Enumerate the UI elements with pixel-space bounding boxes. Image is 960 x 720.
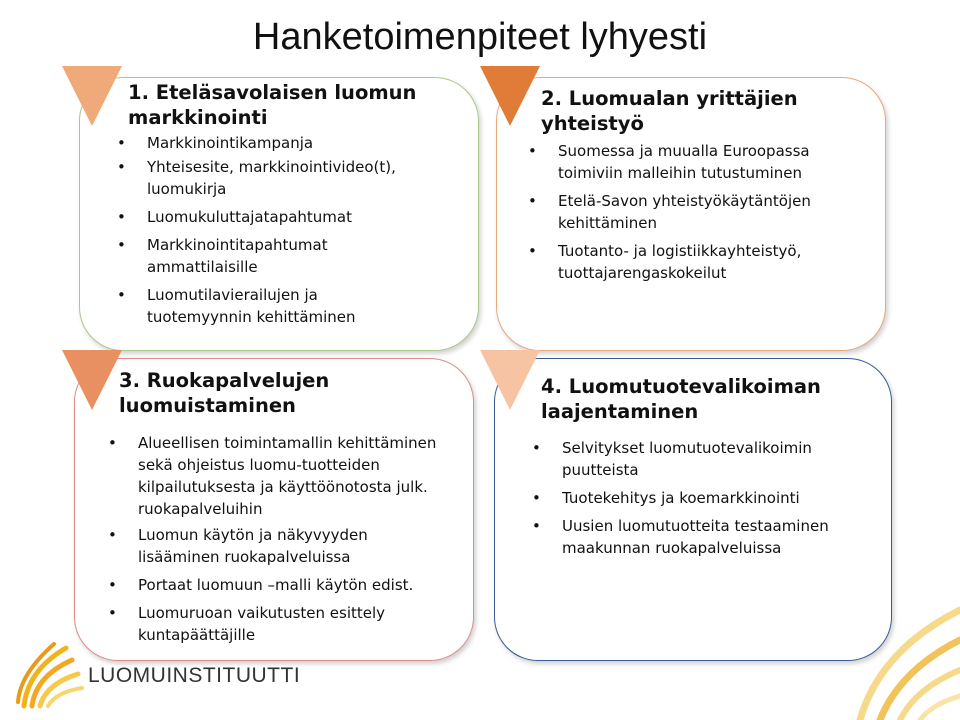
box-heading-1: 1. Eteläsavolaisen luomun markkinointi (128, 81, 417, 129)
triangle-marker-1 (62, 66, 122, 126)
bullet-list-2 (528, 140, 858, 290)
triangle-marker-2 (480, 66, 540, 126)
sunburst-logo-icon (14, 640, 86, 710)
bullet-list-1 (117, 132, 447, 334)
list-item: • Markkinointitapahtumat ammattilaisille (117, 234, 377, 278)
bullet-list-3 (108, 432, 460, 652)
triangle-marker-3 (62, 350, 122, 410)
list-item: • Etelä-Savon yhteistyökäytäntöjen kehittäminen (528, 190, 858, 234)
list-item: • Luomukuluttajatapahtumat (117, 206, 447, 228)
bullet-list-4 (532, 437, 862, 565)
list-item: • Suomessa ja muualla Euroopassa toimiviin malleihin tutustuminen (528, 140, 858, 184)
list-item: • Markkinointikampanja (117, 132, 447, 154)
list-item: • Alueellisen toimintamallin kehittäminen sekä ohjeistus luomu-tuotteiden kilpailutuksesta ja käyttöönotosta julk. ruokapalveluihin (108, 432, 460, 520)
box-heading-4: 4. Luomutuotevalikoiman laajentaminen (541, 375, 821, 423)
list-item: • Uusien luomutuotteita testaaminen maakunnan ruokapalveluissa (532, 515, 832, 559)
triangle-marker-4 (480, 350, 540, 410)
list-item: • Yhteisesite, markkinointivideo(t), luomukirja (117, 156, 447, 200)
list-item: • Portaat luomuun –malli käytön edist. (108, 574, 460, 596)
list-item: • Luomun käytön ja näkyvyyden lisääminen ruokapalveluissa (108, 524, 418, 568)
list-item: • Tuotanto- ja logistiikkayhteistyö, tuottajarengaskokeilut (528, 240, 858, 284)
list-item: • Tuotekehitys ja koemarkkinointi (532, 487, 862, 509)
list-item: • Luomutilavierailujen ja tuotemyynnin kehittäminen (117, 284, 397, 328)
box-heading-3: 3. Ruokapalvelujen luomuistaminen (119, 369, 330, 417)
list-item: • Selvitykset luomutuotevalikoimin puutteista (532, 437, 862, 481)
slide-title: Hanketoimenpiteet lyhyesti (252, 16, 708, 58)
decorative-sunburst-icon (850, 600, 960, 720)
box-heading-2: 2. Luomualan yrittäjien yhteistyö (541, 87, 798, 135)
list-item: • Luomuruoan vaikutusten esittely kuntapäättäjille (108, 602, 438, 646)
logo-wordmark: LUOMUINSTITUUTTI (88, 664, 301, 687)
